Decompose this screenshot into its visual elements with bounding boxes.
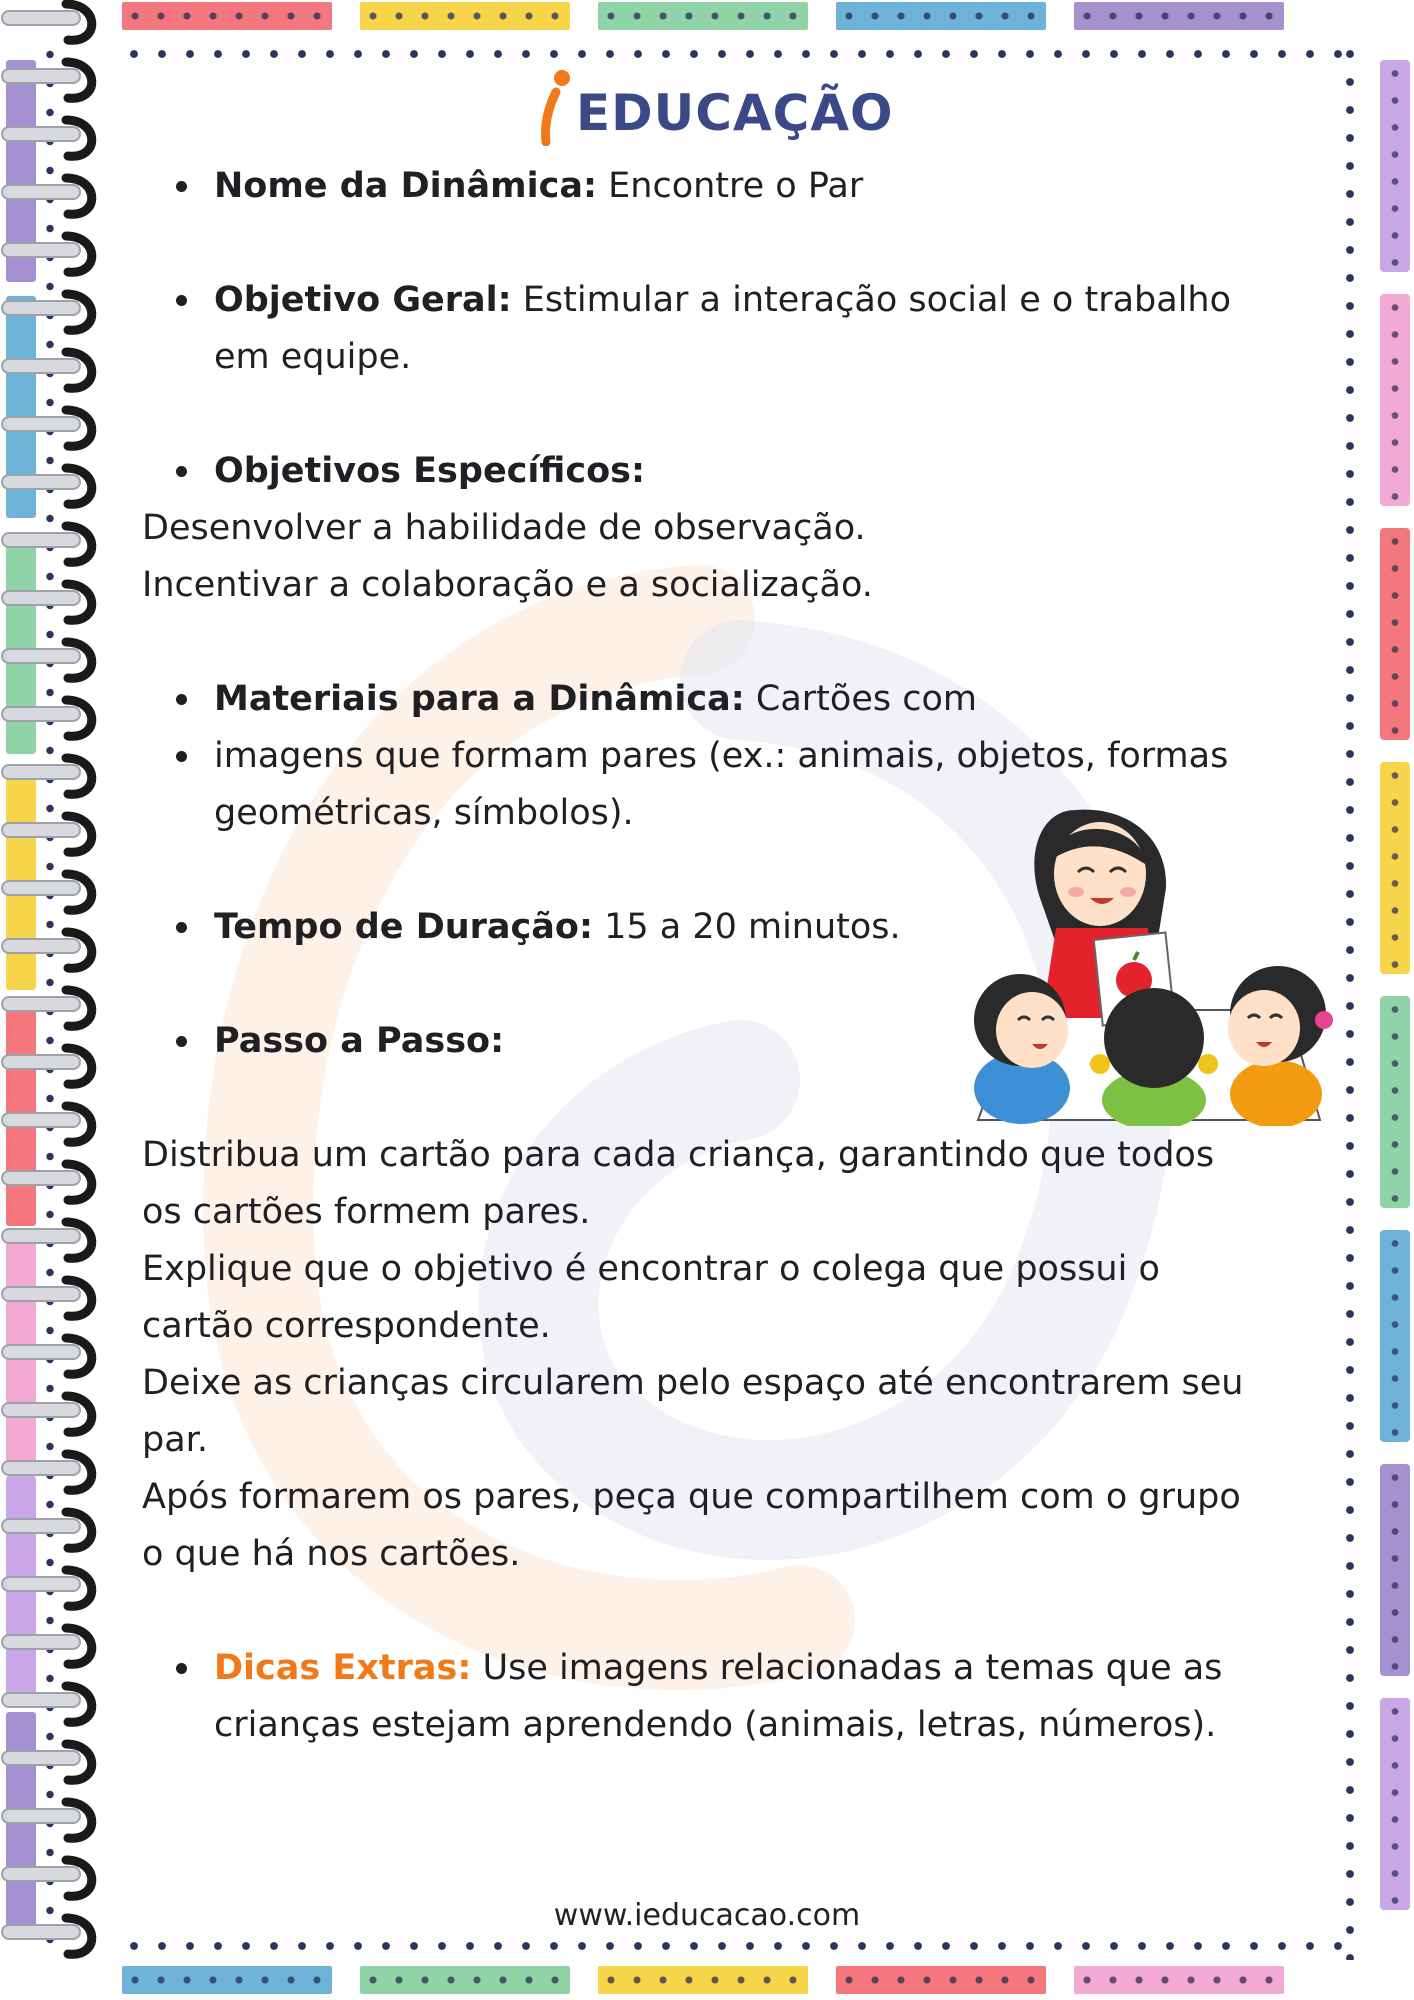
spiral-ring-icon <box>2 1048 92 1084</box>
strip-blue <box>122 1966 332 1994</box>
value-tempo: 15 a 20 minutos. <box>604 907 901 947</box>
list-item-objetivos-especificos <box>142 443 1292 500</box>
tab-pink <box>1380 294 1410 506</box>
passo-line: par. <box>142 1420 208 1460</box>
label-objetivos-especificos: Objetivos Específicos: <box>214 451 645 491</box>
value-dicas-cont: crianças estejam aprendendo (animais, letras, números). <box>214 1705 1217 1745</box>
spiral-ring-icon <box>2 1164 92 1200</box>
strip-red <box>836 1966 1046 1994</box>
spiral-ring-icon <box>2 584 92 620</box>
logo-i-icon <box>540 68 574 146</box>
tab-lilac <box>1380 1698 1410 1910</box>
spiral-ring-icon <box>2 352 92 388</box>
bottom-decorative-strips <box>122 1966 1284 1994</box>
spiral-ring-icon <box>2 1860 92 1896</box>
top-dotted-border <box>120 48 1348 60</box>
strip-blue <box>836 2 1046 30</box>
label-passo: Passo a Passo: <box>214 1021 505 1061</box>
spiral-ring-icon <box>2 816 92 852</box>
passo-line: Explique que o objetivo é encontrar o colega que possui o <box>142 1249 1160 1289</box>
brand-logo <box>540 66 894 146</box>
list-item-materiais <box>142 671 1292 728</box>
value-objetivo-geral-cont: em equipe. <box>214 337 412 377</box>
passo-line: Após formarem os pares, peça que compartilhem com o grupo <box>142 1477 1241 1517</box>
value-materiais-detalhe-cont: geométricas, símbolos). <box>214 793 634 833</box>
spiral-ring-icon <box>2 1802 92 1838</box>
passo-line: Deixe as crianças circularem pelo espaço até encontrarem seu <box>142 1363 1244 1403</box>
spiral-ring-icon <box>2 990 92 1026</box>
spiral-ring-icon <box>2 236 92 272</box>
spiral-ring-icon <box>2 62 92 98</box>
spiral-ring-icon <box>2 758 92 794</box>
spiral-ring-icon <box>2 178 92 214</box>
label-objetivo-geral: Objetivo Geral: <box>214 280 512 320</box>
tab-purple <box>1380 60 1410 272</box>
spiral-ring-icon <box>2 1454 92 1490</box>
teacher-with-children-icon <box>958 788 1340 1126</box>
spiral-ring-icon <box>2 294 92 330</box>
spiral-ring-icon <box>2 1106 92 1142</box>
spiral-ring-icon <box>2 1570 92 1606</box>
value-materiais-detalhe: imagens que formam pares (ex.: animais, objetos, formas <box>214 736 1229 776</box>
bottom-dotted-border <box>120 1940 1348 1952</box>
top-decorative-strips <box>122 2 1284 30</box>
label-dicas: Dicas Extras: <box>214 1648 472 1688</box>
spiral-ring-icon <box>2 468 92 504</box>
spiral-ring-icon <box>2 4 92 40</box>
strip-yellow <box>360 2 570 30</box>
value-dicas: Use imagens relacionadas a temas que as <box>482 1648 1223 1688</box>
passo-line: cartão correspondente. <box>142 1306 551 1346</box>
right-dotted-border <box>1344 40 1356 1960</box>
tab-blue <box>1380 1230 1410 1442</box>
tab-red <box>1380 528 1410 740</box>
spiral-ring-icon <box>2 700 92 736</box>
logo-text: EDUCAÇÃO <box>576 84 894 142</box>
label-tempo: Tempo de Duração: <box>214 907 593 947</box>
strip-red <box>122 2 332 30</box>
spiral-ring-icon <box>2 874 92 910</box>
spiral-ring-icon <box>2 1396 92 1432</box>
tab-yellow <box>1380 762 1410 974</box>
strip-green <box>360 1966 570 1994</box>
spiral-ring-icon <box>2 642 92 678</box>
passo-line: o que há nos cartões. <box>142 1534 521 1574</box>
objetivo-especifico-item: Desenvolver a habilidade de observação. <box>142 508 866 548</box>
tab-purple <box>1380 1464 1410 1676</box>
list-item-nome <box>142 158 1292 215</box>
spiral-ring-icon <box>2 526 92 562</box>
label-materiais: Materiais para a Dinâmica: <box>214 679 745 719</box>
spiral-ring-icon <box>2 1338 92 1374</box>
spiral-binding-icon <box>0 0 110 2000</box>
value-nome: Encontre o Par <box>608 166 864 206</box>
spiral-ring-icon <box>2 1280 92 1316</box>
strip-yellow <box>598 1966 808 1994</box>
value-materiais: Cartões com <box>755 679 977 719</box>
spiral-ring-icon <box>2 1512 92 1548</box>
tab-green <box>1380 996 1410 1208</box>
objetivo-especifico-item: Incentivar a colaboração e a socialização. <box>142 565 873 605</box>
spiral-ring-icon <box>2 410 92 446</box>
value-objetivo-geral: Estimular a interação social e o trabalho <box>522 280 1232 320</box>
strip-purple <box>1074 2 1284 30</box>
spiral-ring-icon <box>2 1744 92 1780</box>
strip-green <box>598 2 808 30</box>
spiral-ring-icon <box>2 1222 92 1258</box>
spiral-ring-icon <box>2 932 92 968</box>
label-nome: Nome da Dinâmica: <box>214 166 598 206</box>
list-item-objetivo-geral <box>142 272 1292 386</box>
footer-url[interactable]: www.ieducacao.com <box>553 1898 861 1933</box>
right-decorative-tabs <box>1380 60 1410 1910</box>
spiral-ring-icon <box>2 1628 92 1664</box>
passo-line: os cartões formem pares. <box>142 1192 591 1232</box>
passo-line: Distribua um cartão para cada criança, garantindo que todos <box>142 1135 1215 1175</box>
strip-pink <box>1074 1966 1284 1994</box>
spiral-ring-icon <box>2 120 92 156</box>
spiral-ring-icon <box>2 1686 92 1722</box>
list-item-dicas <box>142 1640 1292 1754</box>
